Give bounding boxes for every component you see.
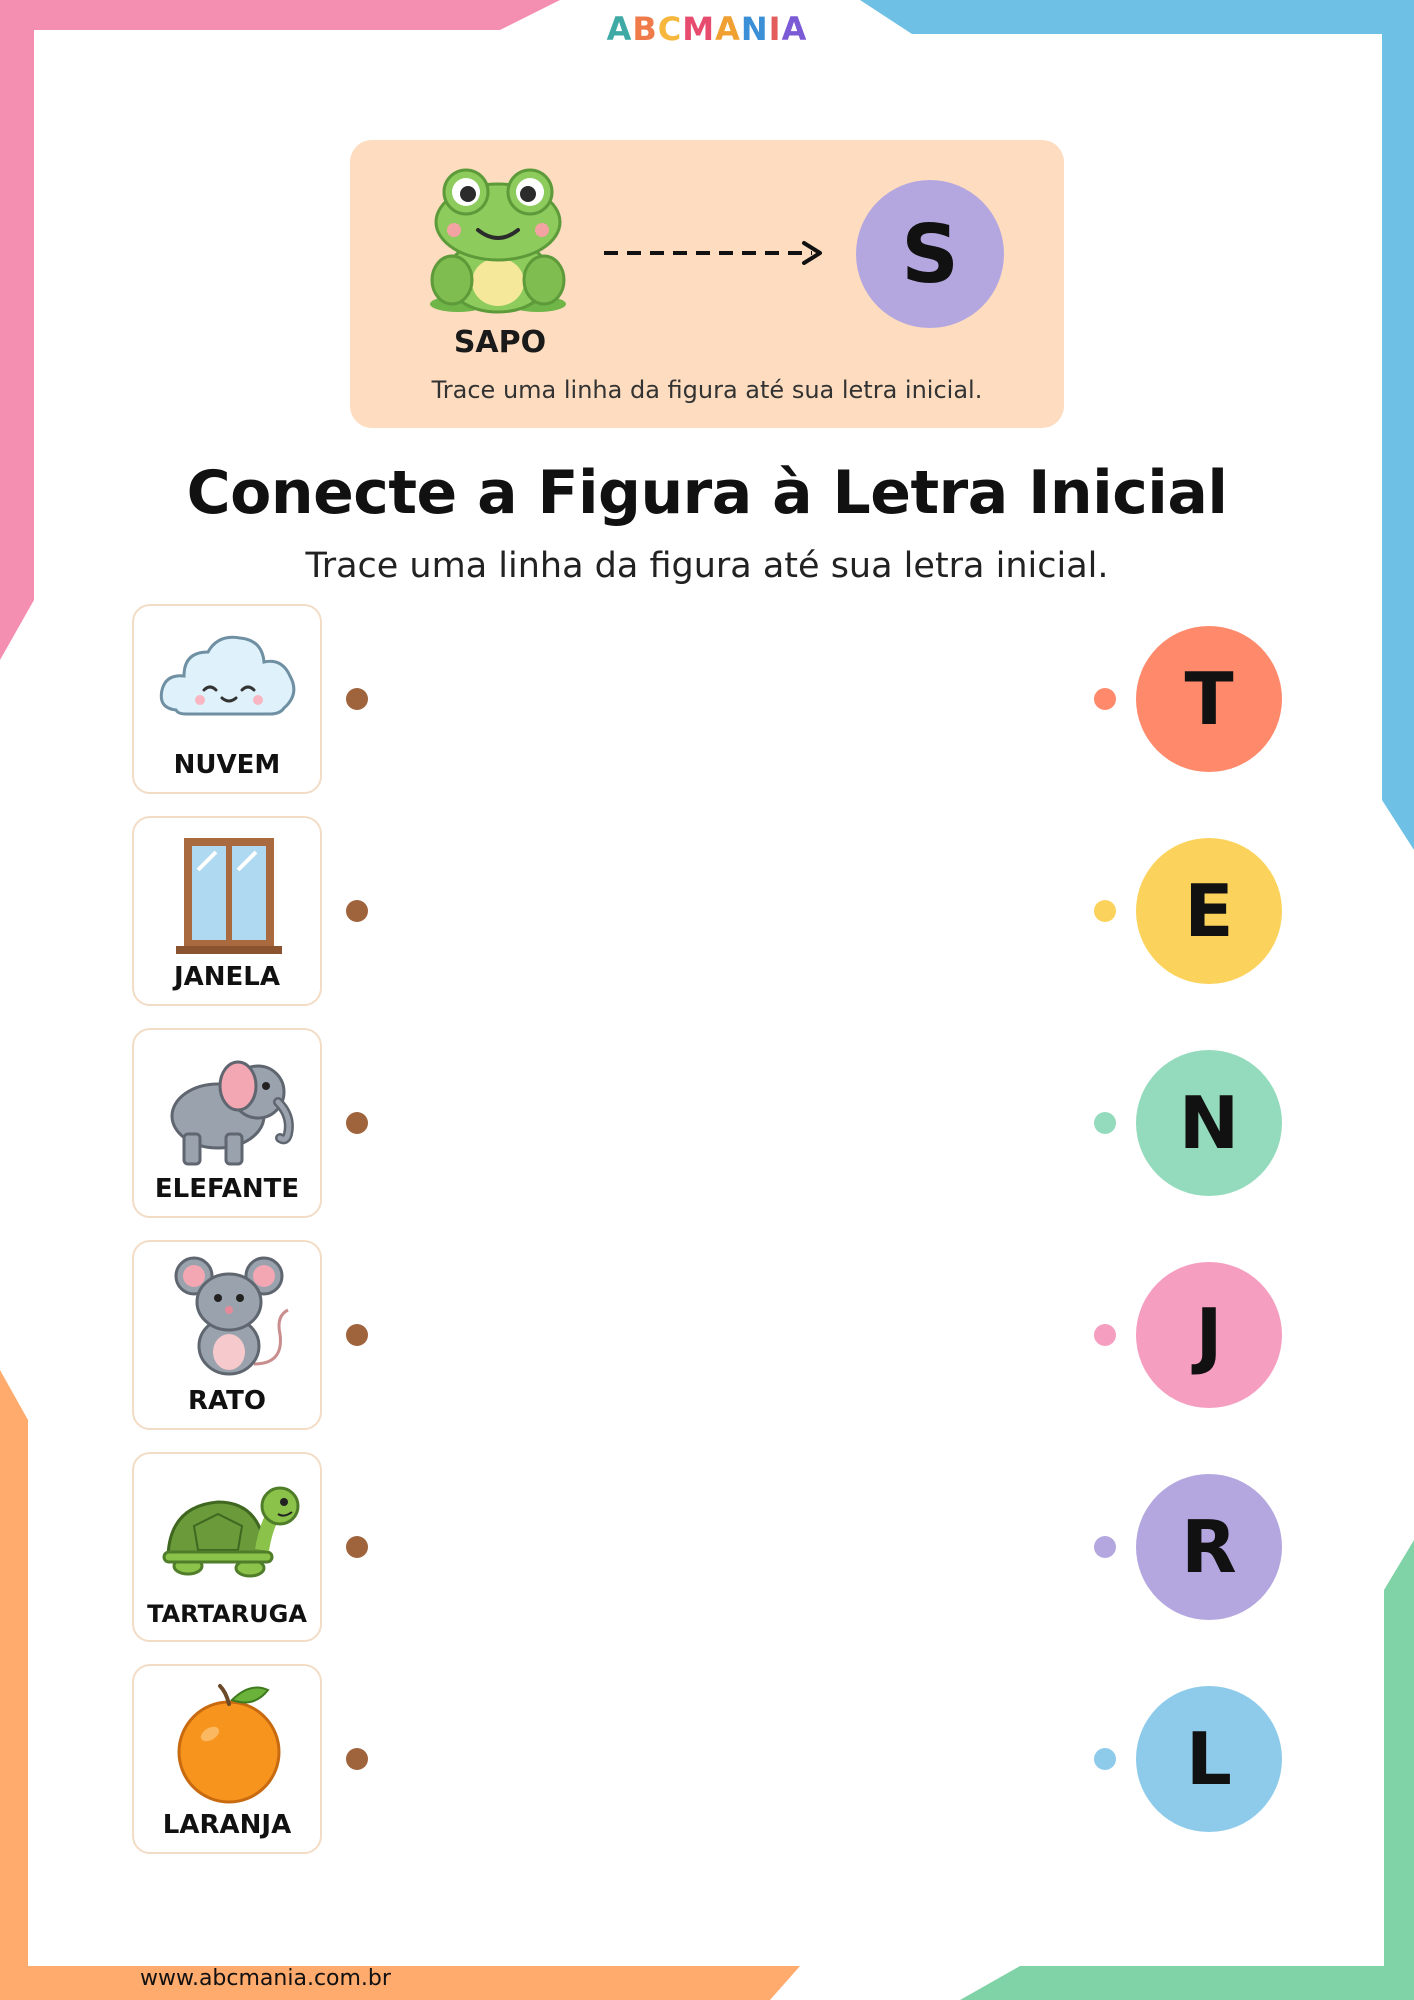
- connect-dot-left-6[interactable]: [346, 1748, 368, 1770]
- picture-label: LARANJA: [162, 1810, 292, 1840]
- connect-dot-left-1[interactable]: [346, 688, 368, 710]
- connect-dot-left-3[interactable]: [346, 1112, 368, 1134]
- logo-letter: N: [740, 10, 769, 48]
- logo-letter: A: [781, 10, 808, 48]
- cloud-icon: [154, 618, 304, 746]
- logo-letter: A: [715, 10, 741, 48]
- connect-dot-left-5[interactable]: [346, 1536, 368, 1558]
- logo-letter: A: [606, 10, 633, 48]
- dashed-arrow-icon: [600, 238, 830, 268]
- example-letter-circle: S: [856, 180, 1004, 328]
- logo-letter: C: [657, 10, 683, 48]
- connect-dot-left-2[interactable]: [346, 900, 368, 922]
- picture-label: NUVEM: [173, 750, 281, 780]
- picture-card-nuvem: [132, 604, 322, 794]
- letter-circle-n: N: [1136, 1050, 1282, 1196]
- connect-dot-left-4[interactable]: [346, 1324, 368, 1346]
- turtle-icon: [154, 1466, 304, 1594]
- connect-dot-right-4[interactable]: [1094, 1324, 1116, 1346]
- window-icon: [154, 830, 304, 958]
- page-subtitle: Trace uma linha da figura até sua letra inicial.: [305, 546, 1109, 586]
- elephant-icon: [154, 1042, 304, 1170]
- orange-icon: [154, 1678, 304, 1806]
- connect-dot-right-5[interactable]: [1094, 1536, 1116, 1558]
- connect-dot-right-1[interactable]: [1094, 688, 1116, 710]
- picture-label: RATO: [188, 1386, 266, 1416]
- picture-label: JANELA: [173, 962, 280, 992]
- page-title: Conecte a Figura à Letra Inicial: [186, 458, 1228, 528]
- connect-dot-right-6[interactable]: [1094, 1748, 1116, 1770]
- brand-logo: [0, 10, 1414, 60]
- example-box: [350, 140, 1064, 428]
- website-url: www.abcmania.com.br: [140, 1966, 391, 1991]
- picture-card-rato: [132, 1240, 322, 1430]
- letter-circle-t: T: [1136, 626, 1282, 772]
- picture-label: ELEFANTE: [154, 1174, 300, 1204]
- frog-icon: [418, 164, 578, 316]
- example-word: SAPO: [453, 325, 547, 360]
- letter-circle-e: E: [1136, 838, 1282, 984]
- logo-letter: B: [632, 10, 658, 48]
- picture-card-elefante: [132, 1028, 322, 1218]
- logo-letter: M: [682, 10, 716, 48]
- picture-card-janela: [132, 816, 322, 1006]
- mouse-icon: [154, 1254, 304, 1382]
- picture-card-laranja: [132, 1664, 322, 1854]
- letter-circle-j: J: [1136, 1262, 1282, 1408]
- picture-card-tartaruga: [132, 1452, 322, 1642]
- letter-circle-r: R: [1136, 1474, 1282, 1620]
- logo-letter: I: [768, 10, 782, 48]
- letter-circle-l: L: [1136, 1686, 1282, 1832]
- connect-dot-right-3[interactable]: [1094, 1112, 1116, 1134]
- example-instruction: Trace uma linha da figura até sua letra inicial.: [431, 376, 983, 404]
- connect-dot-right-2[interactable]: [1094, 900, 1116, 922]
- picture-label: TARTARUGA: [147, 1600, 307, 1628]
